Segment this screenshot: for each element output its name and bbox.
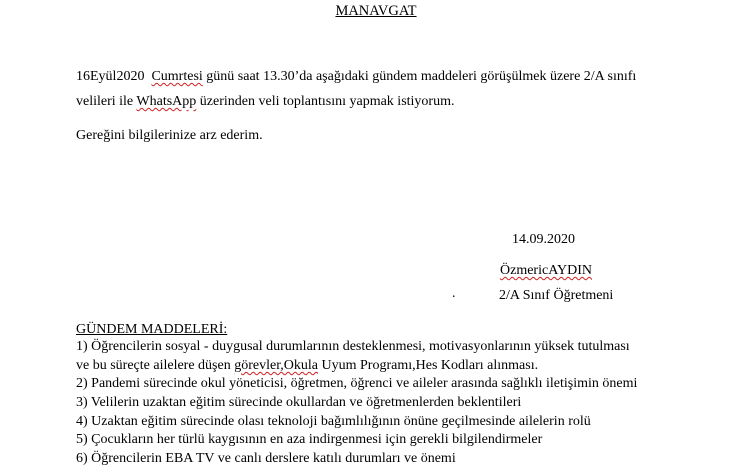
title-text: MANAVGAT xyxy=(335,3,417,19)
agenda-item-1-line-2 xyxy=(76,357,538,375)
paragraph-1-start: velileri ile xyxy=(76,94,134,109)
meeting-day: Cumrtesi xyxy=(151,69,203,84)
meeting-date: 16Eyül2020 xyxy=(76,69,145,84)
agenda-item-5: 5) Çocukların her türlü kaygısının en aza indirgenmesi için gerekli bilgilendirmeler xyxy=(76,432,543,447)
signature-role: 2/A Sınıf Öğretmeni xyxy=(499,288,614,303)
agenda-item-4: 4) Uzaktan eğitim sürecinde olası teknoloji bağımlılığının önüne geçilmesinde ailelerin rolü xyxy=(76,414,591,429)
agenda-item-1-part-a: ve bu süreçte ailelere düşen xyxy=(76,358,231,373)
paragraph-1-line-2 xyxy=(76,93,454,111)
agenda-item-2: 2) Pandemi sürecinde okul yöneticisi, öğretmen, öğrenci ve aileler arasında sağlıklı iletişimin önemi xyxy=(76,376,638,391)
agenda-item-6: 6) Öğrencilerin EBA TV ve canlı derslere katılı durumları ve önemi xyxy=(76,451,456,466)
app-name: WhatsApp xyxy=(136,94,197,109)
signature-dot: . xyxy=(452,286,456,301)
agenda-item-3: 3) Velilerin uzaktan eğitim sürecinde okullardan ve öğretmenlerden beklentileri xyxy=(76,395,522,410)
agenda-heading-text: GÜNDEM MADDELERİ: xyxy=(76,322,228,337)
agenda-item-1-part-c: Uyum Programı,Hes Kodları alınması. xyxy=(321,358,539,373)
signature-date: 14.09.2020 xyxy=(512,232,575,247)
teacher-name: ÖzmericAYDIN xyxy=(500,263,593,278)
agenda-heading xyxy=(76,321,227,339)
paragraph-1-line-1 xyxy=(76,68,636,86)
paragraph-1-end: üzerinden veli toplantısını yapmak istiyorum. xyxy=(199,94,455,109)
meeting-text: günü saat 13.30’da aşağıdaki gündem maddeleri görüşülmek üzere 2/A sınıfı xyxy=(206,69,637,84)
agenda-item-1-line-1: 1) Öğrencilerin sosyal - duygusal durumlarının desteklenmesi, motivasyonlarının yüksek tutulması xyxy=(76,339,630,354)
signature-name xyxy=(500,262,592,280)
closing-paragraph: Gereğini bilgilerinize arz ederim. xyxy=(76,128,263,143)
page-title xyxy=(0,2,752,20)
agenda-item-1-part-b: görevler,Okula xyxy=(234,358,319,373)
